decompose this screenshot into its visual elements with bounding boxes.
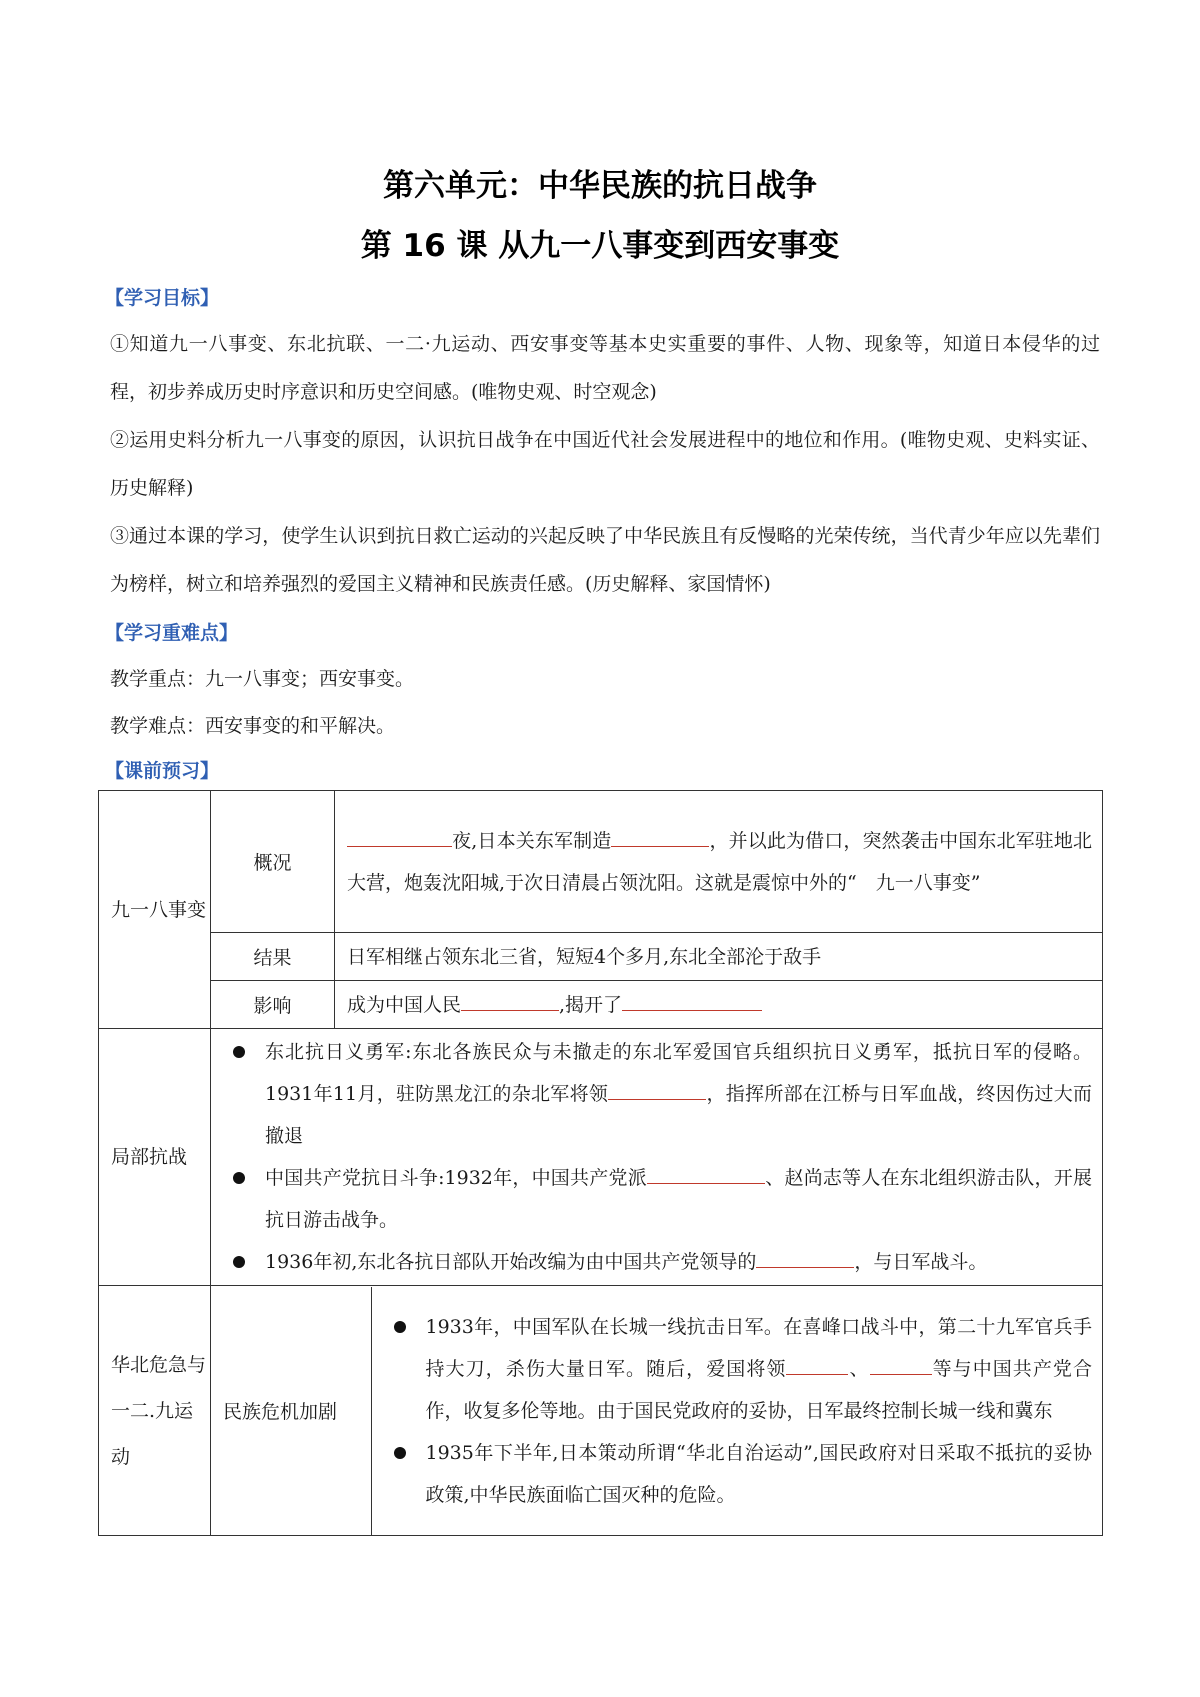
- bullet-item: 1935年下半年,日本策动所谓“华北自治运动”,国民政府对日采取不抵抗的妥协政策,中华民族面临亡国灭种的危险。: [384, 1432, 1093, 1516]
- fill-blank[interactable]: [611, 824, 709, 847]
- lesson-title: 第 16 课 从九一八事变到西安事变: [360, 228, 840, 264]
- fill-blank[interactable]: [461, 988, 559, 1011]
- bullet-icon: [233, 1172, 245, 1184]
- bullet-icon: [394, 1321, 406, 1333]
- bullet-icon: [233, 1256, 245, 1268]
- inner-table: [211, 1287, 1102, 1535]
- cell-label-918-incident: 九一八事变: [99, 791, 211, 1029]
- cell-label-impact: 影响: [211, 981, 335, 1029]
- fill-blank[interactable]: [756, 1245, 854, 1268]
- cell-result: 日军相继占领东北三省，短短4个多月,东北全部沦于敌手: [335, 933, 1103, 981]
- goal-item: ②运用史料分析九一八事变的原因，认识抗日战争在中国近代社会发展进程中的地位和作用。(唯物史观、史料实证、历史解释): [110, 429, 1100, 499]
- cell-impact: 成为中国人民 ,揭开了: [335, 981, 1103, 1029]
- fill-blank[interactable]: [347, 824, 452, 847]
- cell-label-local-resistance: 局部抗战: [99, 1029, 211, 1286]
- teaching-difficulty: 教学难点：西安事变的和平解决。: [110, 715, 396, 737]
- cell-label-national-crisis: 民族危机加剧: [211, 1287, 371, 1535]
- cell-label-north-china-crisis: 华北危急与一二.九运动: [99, 1286, 211, 1536]
- bullet-item: 中国共产党抗日斗争:1932年，中国共产党派 、赵尚志等人在东北组织游击队，开展抗日游击战争。: [223, 1157, 1092, 1241]
- goals-list: [110, 320, 1100, 608]
- bullet-item: 1936年初,东北各抗日部队开始改编为由中国共产党领导的 ，与日军战斗。: [223, 1241, 1092, 1283]
- fill-blank[interactable]: [786, 1352, 848, 1375]
- fill-blank[interactable]: [647, 1161, 765, 1184]
- goal-item: ③通过本课的学习，使学生认识到抗日救亡运动的兴起反映了中华民族且有反慢略的光荣传统，当代青少年应以先辈们为榜样，树立和培养强烈的爱国主义精神和民族责任感。(历史解释、家国情怀): [110, 525, 1100, 595]
- cell-national-crisis: [371, 1287, 1102, 1535]
- cell-label-overview: 概况: [211, 791, 335, 933]
- key-points-heading: 【学习重难点】: [105, 622, 239, 644]
- cell-label-result: 结果: [211, 933, 335, 981]
- goal-item: ①知道九一八事变、东北抗联、一二·九运动、西安事变等基本史实重要的事件、人物、现象等，知道日本侵华的过程，初步养成历史时序意识和历史空间感。(唯物史观、时空观念): [110, 333, 1100, 403]
- preview-heading: 【课前预习】: [105, 760, 220, 782]
- unit-title: 第六单元：中华民族的抗日战争: [383, 168, 817, 204]
- fill-blank[interactable]: [608, 1077, 706, 1100]
- preview-table: [98, 790, 1103, 1536]
- bullet-item: 东北抗日义勇军:东北各族民众与未撤走的东北军爱国官兵组织抗日义勇军，抵抗日军的侵略。1931年11月，驻防黑龙江的杂北军将领 ，指挥所部在江桥与日军血战，终因伤过大而撤退: [223, 1031, 1092, 1157]
- bullet-icon: [394, 1447, 406, 1459]
- fill-blank[interactable]: [870, 1352, 932, 1375]
- cell-north-china-crisis: [211, 1286, 1103, 1536]
- fill-blank[interactable]: [622, 988, 762, 1011]
- goals-heading: 【学习目标】: [105, 287, 220, 309]
- teaching-focus: 教学重点：九一八事变；西安事变。: [110, 668, 415, 690]
- bullet-item: 1933年，中国军队在长城一线抗击日军。在喜峰口战斗中，第二十九军官兵手持大刀，杀伤大量日军。随后，爱国将领 、 等与中国共产党合作，收复多伦等地。由于国民党政府的妥协，日军最终控制长城一线和冀东: [384, 1306, 1093, 1432]
- cell-local-resistance: [211, 1029, 1103, 1286]
- cell-overview: 夜,日本关东军制造 ，并以此为借口，突然袭击中国东北军驻地北大营，炮轰沈阳城,于次日清晨占领沈阳。这就是震惊中外的“ 九一八事变”: [335, 791, 1103, 933]
- bullet-icon: [233, 1046, 245, 1058]
